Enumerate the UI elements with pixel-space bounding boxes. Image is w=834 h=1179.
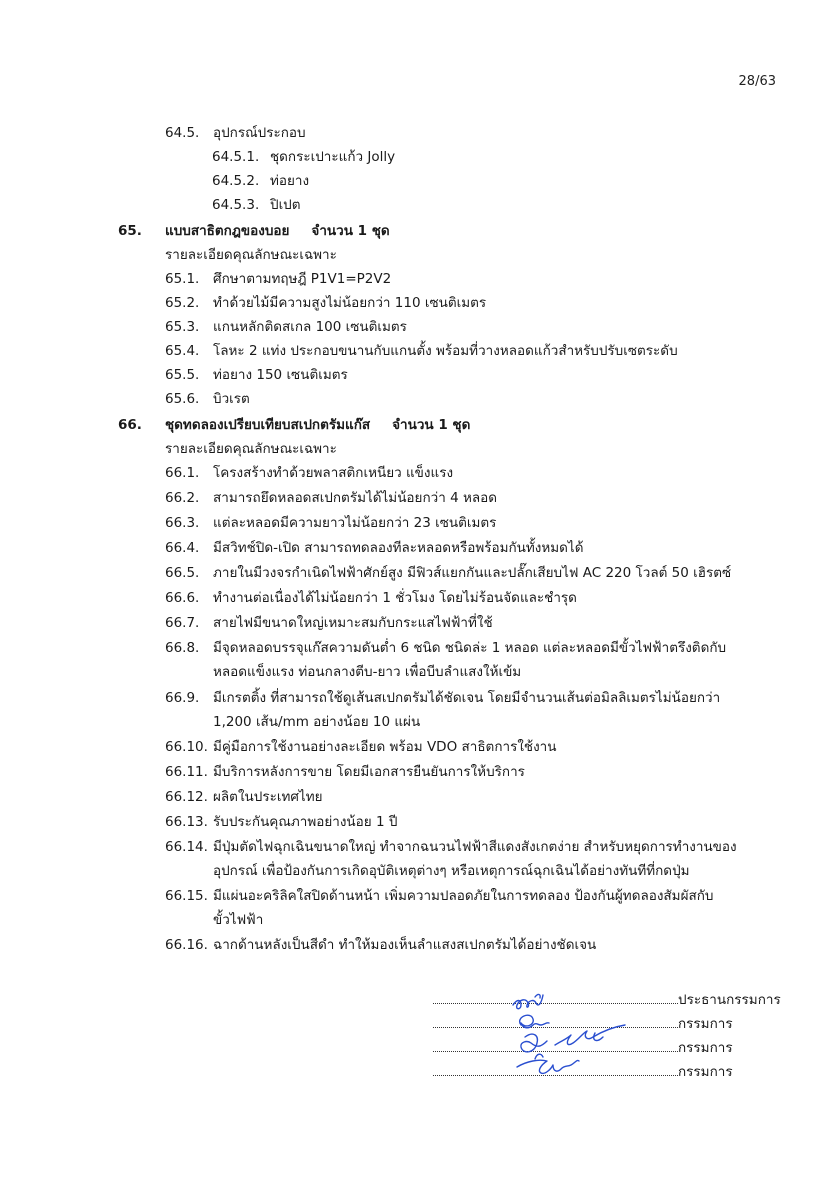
section-title-text: แบบสาธิตกฎของบอย bbox=[165, 223, 290, 239]
item-text: สามารถยึดหลอดสเปกตรัมได้ไม่น้อยกว่า 4 หลอด bbox=[213, 490, 498, 506]
list-item bbox=[165, 686, 720, 710]
list-item bbox=[165, 586, 577, 610]
item-continuation: 1,200 เส้น/mm อย่างน้อย 10 แผ่น bbox=[213, 714, 421, 730]
signature-role: ประธานกรรมการ bbox=[678, 992, 781, 1008]
item-continuation: อุปกรณ์ เพื่อป้องกันการเกิดอุบัติเหตุต่างๆ หรือเหตุการณ์ฉุกเฉินได้อย่างทันทีที่กดปุ่ม bbox=[213, 863, 690, 879]
item-number: 64.5. bbox=[165, 125, 200, 141]
item-text: มีแผ่นอะคริลิคใสปิดด้านหน้า เพิ่มความปลอดภัยในการทดลอง ป้องกันผู้ทดลองสัมผัสกับ bbox=[213, 888, 714, 904]
list-item bbox=[165, 835, 737, 859]
list-item bbox=[212, 145, 395, 169]
list-item bbox=[165, 461, 453, 485]
item-text: มีจุดหลอดบรรจุแก๊สความดันต่ำ 6 ชนิด ชนิดล่ะ 1 หลอด แต่ละหลอดมีขั้วไฟฟ้าตรึงติดกับ bbox=[213, 640, 727, 656]
item-text: แกนหลักติดสเกล 100 เซนติเมตร bbox=[213, 319, 407, 335]
item-number: 66.15. bbox=[165, 888, 208, 904]
item-number: 66.4. bbox=[165, 540, 200, 556]
item-number: 66.5. bbox=[165, 565, 200, 581]
section-number: 65. bbox=[118, 223, 142, 239]
item-text: บิวเรต bbox=[213, 391, 250, 407]
item-number: 66.13. bbox=[165, 814, 208, 830]
item-text: มีบริการหลังการขาย โดยมีเอกสารยืนยันการให้บริการ bbox=[213, 764, 525, 780]
signature-role: กรรมการ bbox=[678, 1064, 733, 1080]
item-number: 66.14. bbox=[165, 839, 208, 855]
item-number: 66.16. bbox=[165, 937, 208, 953]
item-text: ปิเปต bbox=[270, 197, 301, 213]
item-number: 66.7. bbox=[165, 615, 200, 631]
signature-line bbox=[433, 1061, 733, 1083]
item-text: ชุดกระเปาะแก้ว Jolly bbox=[270, 149, 396, 165]
spec-heading: รายละเอียดคุณลักษณะเฉพาะ bbox=[165, 441, 337, 457]
item-text: สายไฟมีขนาดใหญ่เหมาะสมกับกระแสไฟฟ้าที่ใช้ bbox=[213, 615, 493, 631]
dotted-line bbox=[433, 1013, 678, 1028]
item-text: มีคู่มือการใช้งานอย่างละเอียด พร้อม VDO สาธิตการใช้งาน bbox=[213, 739, 557, 755]
item-number: 66.3. bbox=[165, 515, 200, 531]
list-item bbox=[212, 169, 309, 193]
page-number: 28/63 bbox=[738, 74, 776, 89]
list-item bbox=[165, 267, 391, 291]
item-number: 66.12. bbox=[165, 789, 208, 805]
item-text: โลหะ 2 แท่ง ประกอบขนานกับแกนตั้ง พร้อมที่วางหลอดแก้วสำหรับปรับเซตระดับ bbox=[213, 343, 678, 359]
list-item bbox=[165, 121, 306, 145]
list-item bbox=[165, 315, 407, 339]
item-text: ท่อยาง 150 เซนติเมตร bbox=[213, 367, 348, 383]
item-number: 65.1. bbox=[165, 271, 200, 287]
item-continuation: หลอดแข็งแรง ท่อนกลางตีบ-ยาว เพื่อบีบลำแสงให้เข้ม bbox=[213, 664, 522, 680]
item-text: ท่อยาง bbox=[270, 173, 310, 189]
list-item bbox=[165, 735, 557, 759]
item-number: 64.5.3. bbox=[212, 197, 260, 213]
dotted-line bbox=[433, 1061, 678, 1076]
item-number: 64.5.2. bbox=[212, 173, 260, 189]
item-number: 65.3. bbox=[165, 319, 200, 335]
item-text: อุปกรณ์ประกอบ bbox=[213, 125, 306, 141]
dotted-line bbox=[433, 1037, 678, 1052]
section-title bbox=[165, 413, 470, 437]
list-item bbox=[165, 884, 713, 908]
list-item bbox=[165, 387, 250, 411]
list-item bbox=[165, 933, 596, 957]
item-text: มีเกรตติ้ง ที่สามารถใช้ดูเส้นสเปกตรัมได้ชัดเจน โดยมีจำนวนเส้นต่อมิลลิเมตรไม่น้อยกว่า bbox=[213, 690, 721, 706]
signature-line bbox=[433, 989, 781, 1011]
item-continuation: ขั้วไฟฟ้า bbox=[213, 912, 264, 928]
item-text: ทำด้วยไม้มีความสูงไม่น้อยกว่า 110 เซนติเมตร bbox=[213, 295, 487, 311]
item-text: ภายในมีวงจรกำเนิดไฟฟ้าศักย์สูง มีฟิวส์แยกกันและปลั๊กเสียบไฟ AC 220 โวลต์ 50 เฮิรตซ์ bbox=[213, 565, 732, 581]
signature-role: กรรมการ bbox=[678, 1040, 733, 1056]
list-item bbox=[165, 785, 323, 809]
item-text: ทำงานต่อเนื่องได้ไม่น้อยกว่า 1 ชั่วโมง โดยไม่ร้อนจัดและชำรุด bbox=[213, 590, 577, 606]
item-number: 66.10. bbox=[165, 739, 208, 755]
spec-heading: รายละเอียดคุณลักษณะเฉพาะ bbox=[165, 247, 337, 263]
section-number: 66. bbox=[118, 417, 142, 433]
item-text: มีสวิทช์ปิด-เปิด สามารถทดลองทีละหลอดหรือพร้อมกันทั้งหมดได้ bbox=[213, 540, 584, 556]
item-number: 65.4. bbox=[165, 343, 200, 359]
list-item bbox=[165, 611, 493, 635]
item-number: 66.2. bbox=[165, 490, 200, 506]
item-text: ผลิตในประเทศไทย bbox=[213, 789, 323, 805]
dotted-line bbox=[433, 989, 678, 1004]
list-item bbox=[165, 363, 348, 387]
list-item bbox=[165, 810, 397, 834]
list-item bbox=[165, 511, 496, 535]
list-item bbox=[165, 760, 525, 784]
signature-line bbox=[433, 1013, 733, 1035]
item-number: 65.2. bbox=[165, 295, 200, 311]
list-item bbox=[165, 561, 731, 585]
list-item bbox=[165, 486, 497, 510]
item-text: ฉากด้านหลังเป็นสีดำ ทำให้มองเห็นลำแสงสเปกตรัมได้อย่างชัดเจน bbox=[213, 937, 597, 953]
list-item bbox=[165, 636, 726, 660]
item-text: ศึกษาตามทฤษฎี P1V1=P2V2 bbox=[213, 271, 392, 287]
item-text: มีปุ่มตัดไฟฉุกเฉินขนาดใหญ่ ทำจากฉนวนไฟฟ้าสีแดงสังเกตง่าย สำหรับหยุดการทำงานของ bbox=[213, 839, 737, 855]
section-title bbox=[165, 219, 390, 243]
list-item bbox=[165, 339, 678, 363]
item-text: โครงสร้างทำด้วยพลาสติกเหนียว แข็งแรง bbox=[213, 465, 454, 481]
signature-line bbox=[433, 1037, 733, 1059]
item-number: 65.6. bbox=[165, 391, 200, 407]
list-item bbox=[212, 193, 301, 217]
section-quantity: จำนวน 1 ชุด bbox=[392, 417, 471, 433]
item-number: 64.5.1. bbox=[212, 149, 260, 165]
item-number: 66.11. bbox=[165, 764, 208, 780]
item-number: 66.6. bbox=[165, 590, 200, 606]
item-number: 66.1. bbox=[165, 465, 200, 481]
item-text: รับประกันคุณภาพอย่างน้อย 1 ปี bbox=[213, 814, 398, 830]
section-quantity: จำนวน 1 ชุด bbox=[311, 223, 390, 239]
item-number: 65.5. bbox=[165, 367, 200, 383]
signature-role: กรรมการ bbox=[678, 1016, 733, 1032]
section-title-text: ชุดทดลองเปรียบเทียบสเปกตรัมแก๊ส bbox=[165, 417, 371, 433]
item-number: 66.9. bbox=[165, 690, 200, 706]
list-item bbox=[165, 536, 584, 560]
list-item bbox=[165, 291, 486, 315]
item-number: 66.8. bbox=[165, 640, 200, 656]
item-text: แต่ละหลอดมีความยาวไม่น้อยกว่า 23 เซนติเมตร bbox=[213, 515, 497, 531]
